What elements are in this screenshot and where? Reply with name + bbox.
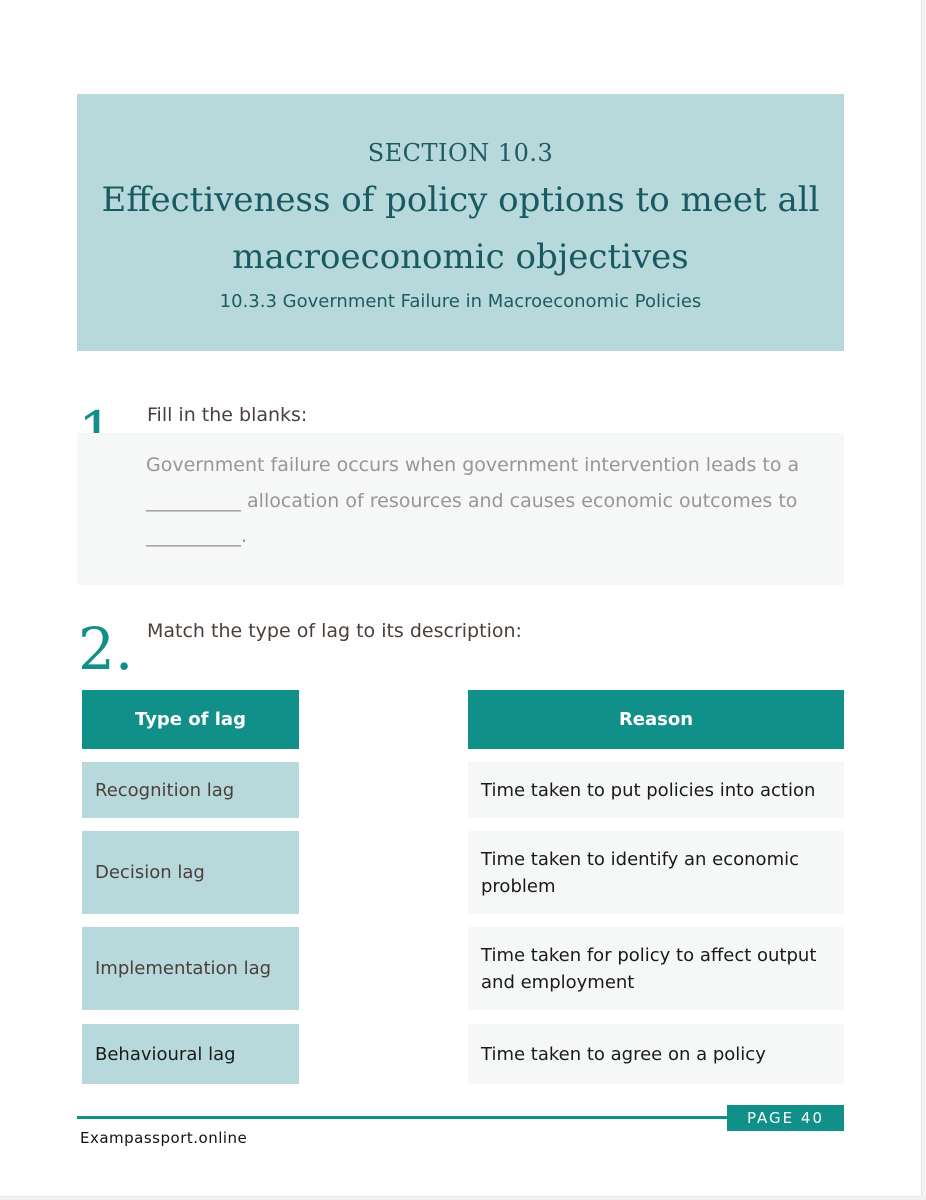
page-number-badge: PAGE 40 — [727, 1105, 844, 1131]
page-title: Effectiveness of policy options to meet all macroeconomic objectives — [101, 180, 820, 277]
footer-site-name: Exampassport.online — [80, 1129, 248, 1147]
page-subtitle: 10.3.3 Government Failure in Macroeconomic Policies — [219, 291, 702, 312]
fill-in-blanks-text: Government failure occurs when government intervention leads to a __________ allocation of resources and causes economic outcomes to __________. — [146, 454, 800, 547]
type-of-lag-header: Type of lag — [82, 690, 299, 749]
lag-item-recognition: Recognition lag — [82, 762, 299, 818]
question-2-prompt: Match the type of lag to its description: — [147, 620, 522, 642]
lag-item-behavioural: Behavioural lag — [82, 1024, 299, 1084]
question-2-number: 2. — [78, 615, 134, 683]
reason-header: Reason — [468, 690, 844, 749]
lag-item-implementation: Implementation lag — [82, 927, 299, 1010]
section-header — [77, 94, 844, 351]
question-1-prompt: Fill in the blanks: — [147, 404, 308, 426]
reason-item-2: Time taken to identify an economic problem — [468, 831, 844, 914]
fill-in-blanks-box — [77, 433, 844, 585]
lag-item-decision: Decision lag — [82, 831, 299, 914]
reason-item-1: Time taken to put policies into action — [468, 762, 844, 818]
reason-item-4: Time taken to agree on a policy — [468, 1024, 844, 1084]
reason-item-3: Time taken for policy to affect output and employment — [468, 927, 844, 1010]
section-label: SECTION 10.3 — [367, 139, 554, 167]
